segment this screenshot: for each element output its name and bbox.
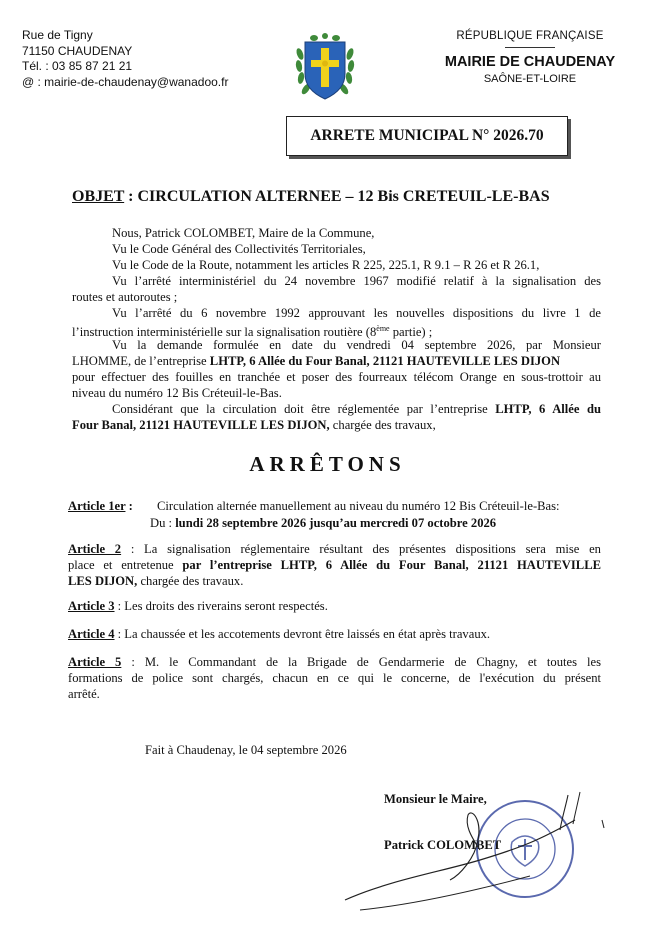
article-2-line [68,557,601,574]
objet-text: : CIRCULATION ALTERNEE – 12 Bis CRETEUIL-LE-BAS [124,188,550,205]
objet-line [72,188,550,206]
dates-prefix: Du : [150,516,176,530]
company-name: Four Banal, 21121 HAUTEVILLE LES DIJON, [72,418,330,432]
article-3-text: : Les droits des riverains seront respectés. [114,599,328,613]
chaudenay-coat-of-arms-icon [294,32,356,109]
handwritten-signature-icon [330,780,620,935]
preamble-text: l’instruction interministérielle sur la signalisation routière (8 [72,325,377,340]
article-4-label: Article 4 [68,627,115,641]
article-1-dates [150,515,496,532]
preamble-text: LHOMME, de l’entreprise [72,354,210,368]
superscript: ème [376,324,390,333]
arrete-title-box [286,116,568,156]
article-1-label: Article 1er [68,499,126,513]
article-1-text: Circulation alternée manuellement au niveau du numéro 12 Bis Créteuil-le-Bas: [157,499,560,513]
article-4-text: : La chaussée et les accotements devront être laissés en état après travaux. [114,627,491,641]
article-3 [68,598,328,615]
article-2-text: place et entretenue [68,558,183,572]
company-name: par l’entreprise LHTP, 6 Allée du Four Banal, 21121 HAUTEVILLE [182,558,601,572]
article-5-text: : M. le Commandant de la Brigade de Gendarmerie de Chagny, et toutes les [121,655,601,669]
company-name: LHTP, 6 Allée du [495,402,602,416]
address-city: 71150 CHAUDENAY [22,43,133,58]
article-2-line [68,573,243,590]
preamble-line: routes et autoroutes ; [72,290,178,304]
article-2-text: : La signalisation réglementaire résultant des présentes dispositions sera mise en [121,542,601,556]
article-2-label: Article 2 [68,542,122,556]
article-5-label: Article 5 [68,655,122,669]
arrete-title: ARRETE MUNICIPAL N° 2026.70 [310,127,544,144]
header-divider [505,47,555,48]
article-1 [68,498,133,515]
preamble-text: partie) ; [389,325,433,340]
preamble-line: Nous, Patrick COLOMBET, Maire de la Commune, [112,226,375,240]
mairie-header [444,30,616,85]
preamble-line: pour effectuer des fouilles en tranchée et poser des fourreaux télécom Orange en sous-trottoir au [72,370,601,384]
article-2 [68,541,601,558]
signatory-name: Patrick COLOMBET [384,838,502,852]
preamble-line [72,353,560,370]
preamble-text: chargée des travaux, [329,418,436,432]
article-5-line: arrêté. [68,687,100,701]
company-name: LES DIJON, [68,574,138,588]
address-street: Rue de Tigny [22,28,93,42]
address-email: @ : mairie-de-chaudenay@wanadoo.fr [22,74,229,89]
arretons-heading: ARRÊTONS [249,452,406,476]
signatory-title: Monsieur le Maire, [384,792,487,806]
preamble-line: Vu l’arrêté interministériel du 24 novembre 1967 modifié relatif à la signalisation des [112,274,601,288]
company-name: LHTP, 6 Allée du Four Banal, 21121 HAUTEVILLE LES DIJON [209,354,561,368]
preamble-line: Vu le Code Général des Collectivités Territoriales, [112,242,366,256]
article-sep: : [125,499,133,513]
article-5-line: formations de police sont chargés, chacun en ce qui le concerne, de l'exécution du présent [68,671,601,685]
preamble-line: niveau du numéro 12 Bis Créteuil-le-Bas. [72,386,282,400]
mairie-name: MAIRIE DE CHAUDENAY [444,54,616,70]
republic-label: RÉPUBLIQUE FRANÇAISE [456,30,604,42]
preamble-text: Considérant que la circulation doit être réglementée par l’entreprise [112,402,496,416]
mairie-address-block [22,28,228,90]
preamble-line [72,417,436,434]
objet-label: OBJET [72,188,125,205]
article-5 [68,654,601,671]
address-phone: Tél. : 03 85 87 21 21 [22,59,133,73]
article-4 [68,626,490,643]
article-3-label: Article 3 [68,599,115,613]
preamble-line: Vu la demande formulée en date du vendredi 04 septembre 2026, par Monsieur [112,338,601,352]
preamble-line [112,401,601,418]
article-2-text: chargée des travaux. [137,574,244,588]
dates-range: lundi 28 septembre 2026 jusqu’au mercredi 07 octobre 2026 [175,516,497,530]
signing-place-date: Fait à Chaudenay, le 04 septembre 2026 [145,743,347,757]
preamble-line: Vu le Code de la Route, notamment les articles R 225, 225.1, R 9.1 – R 26 et R 26.1, [112,258,540,272]
department-name: SAÔNE-ET-LOIRE [483,73,577,85]
preamble-line: Vu l’arrêté du 6 novembre 1992 approuvant les nouvelles dispositions du livre 1 de [112,306,601,320]
